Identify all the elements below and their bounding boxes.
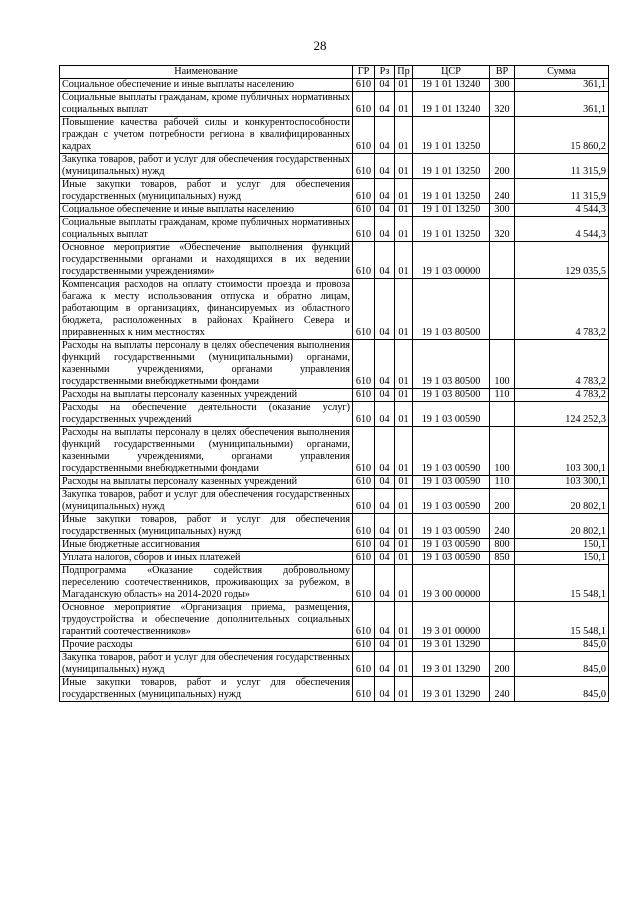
cell-sum: 103 300,1 [515, 476, 609, 489]
cell-vr [490, 242, 515, 279]
cell-pr: 01 [395, 639, 413, 652]
cell-name: Иные бюджетные ассигнования [60, 539, 353, 552]
cell-name: Закупка товаров, работ и услуг для обеспечения государственных (муниципальных) нужд [60, 489, 353, 514]
cell-rz: 04 [375, 514, 395, 539]
cell-sum: 124 252,3 [515, 402, 609, 427]
cell-rz: 04 [375, 552, 395, 565]
table-row [60, 565, 609, 602]
cell-csr: 19 3 01 13290 [413, 677, 490, 702]
cell-rz: 04 [375, 179, 395, 204]
cell-csr: 19 1 03 00590 [413, 489, 490, 514]
cell-vr: 240 [490, 179, 515, 204]
cell-pr: 01 [395, 539, 413, 552]
cell-name: Основное мероприятие «Организация приема, размещения, трудоустройства и обеспечение дополнительных социальных гарантий соотечественников» [60, 602, 353, 639]
cell-csr: 19 1 01 13250 [413, 179, 490, 204]
cell-pr: 01 [395, 427, 413, 476]
table-row [60, 514, 609, 539]
cell-pr: 01 [395, 92, 413, 117]
cell-pr: 01 [395, 154, 413, 179]
cell-pr: 01 [395, 402, 413, 427]
cell-pr: 01 [395, 677, 413, 702]
table-row [60, 154, 609, 179]
cell-rz: 04 [375, 427, 395, 476]
table-row [60, 204, 609, 217]
cell-name: Закупка товаров, работ и услуг для обеспечения государственных (муниципальных) нужд [60, 154, 353, 179]
cell-vr: 110 [490, 389, 515, 402]
cell-pr: 01 [395, 117, 413, 154]
cell-name: Социальные выплаты гражданам, кроме публичных нормативных социальных выплат [60, 92, 353, 117]
cell-gr: 610 [353, 217, 375, 242]
cell-vr: 200 [490, 154, 515, 179]
cell-csr: 19 3 01 00000 [413, 602, 490, 639]
cell-gr: 610 [353, 340, 375, 389]
cell-csr: 19 1 03 00590 [413, 539, 490, 552]
cell-rz: 04 [375, 154, 395, 179]
table-row [60, 639, 609, 652]
cell-vr [490, 279, 515, 340]
cell-pr: 01 [395, 602, 413, 639]
cell-sum: 103 300,1 [515, 427, 609, 476]
cell-vr [490, 117, 515, 154]
table-header-row [60, 66, 609, 79]
cell-gr: 610 [353, 514, 375, 539]
cell-gr: 610 [353, 204, 375, 217]
cell-sum: 129 035,5 [515, 242, 609, 279]
table-row [60, 242, 609, 279]
cell-sum: 15 860,2 [515, 117, 609, 154]
cell-name: Расходы на выплаты персоналу казенных учреждений [60, 389, 353, 402]
cell-vr [490, 402, 515, 427]
cell-vr: 300 [490, 79, 515, 92]
cell-rz: 04 [375, 639, 395, 652]
table-row [60, 340, 609, 389]
cell-pr: 01 [395, 217, 413, 242]
cell-csr: 19 1 01 13250 [413, 204, 490, 217]
cell-gr: 610 [353, 489, 375, 514]
cell-vr: 850 [490, 552, 515, 565]
cell-rz: 04 [375, 389, 395, 402]
table-row [60, 179, 609, 204]
cell-pr: 01 [395, 204, 413, 217]
cell-rz: 04 [375, 476, 395, 489]
cell-gr: 610 [353, 242, 375, 279]
cell-vr: 320 [490, 92, 515, 117]
cell-sum: 4 783,2 [515, 340, 609, 389]
cell-gr: 610 [353, 179, 375, 204]
table-row [60, 602, 609, 639]
header-sum: Сумма [515, 66, 609, 79]
budget-table [59, 65, 609, 702]
cell-gr: 610 [353, 476, 375, 489]
cell-sum: 361,1 [515, 92, 609, 117]
cell-vr: 100 [490, 340, 515, 389]
header-name: Наименование [60, 66, 353, 79]
cell-rz: 04 [375, 117, 395, 154]
cell-csr: 19 1 03 00590 [413, 552, 490, 565]
cell-csr: 19 1 03 80500 [413, 340, 490, 389]
cell-rz: 04 [375, 204, 395, 217]
cell-gr: 610 [353, 602, 375, 639]
cell-name: Социальное обеспечение и иные выплаты населению [60, 204, 353, 217]
table-row [60, 552, 609, 565]
cell-name: Расходы на выплаты персоналу в целях обеспечения выполнения функций государственными (муниципальными) органами, казенными учреждениями, органами управления государственными внебюджетными фондами [60, 340, 353, 389]
table-row [60, 217, 609, 242]
cell-gr: 610 [353, 92, 375, 117]
cell-name: Компенсация расходов на оплату стоимости проезда и провоза багажа к месту использования отпуска и обратно лицам, работающим в организациях, финансируемых из областного бюджета, расположенных в районах Крайнего Севера и приравненных к ним местностях [60, 279, 353, 340]
cell-rz: 04 [375, 565, 395, 602]
cell-pr: 01 [395, 279, 413, 340]
cell-gr: 610 [353, 117, 375, 154]
cell-name: Закупка товаров, работ и услуг для обеспечения государственных (муниципальных) нужд [60, 652, 353, 677]
cell-sum: 150,1 [515, 552, 609, 565]
cell-pr: 01 [395, 179, 413, 204]
cell-csr: 19 1 01 13240 [413, 79, 490, 92]
cell-csr: 19 1 03 80500 [413, 279, 490, 340]
cell-rz: 04 [375, 539, 395, 552]
cell-vr: 110 [490, 476, 515, 489]
table-row [60, 677, 609, 702]
cell-pr: 01 [395, 476, 413, 489]
cell-sum: 4 544,3 [515, 217, 609, 242]
table-row [60, 427, 609, 476]
cell-vr: 300 [490, 204, 515, 217]
cell-sum: 4 544,3 [515, 204, 609, 217]
cell-csr: 19 1 03 80500 [413, 389, 490, 402]
table-row [60, 117, 609, 154]
cell-csr: 19 1 03 00590 [413, 514, 490, 539]
header-rz: Рз [375, 66, 395, 79]
cell-pr: 01 [395, 389, 413, 402]
cell-name: Подпрограмма «Оказание содействия добровольному переселению соотечественников, проживающих за рубежом, в Магаданскую область» на 2014-2020 годы» [60, 565, 353, 602]
cell-name: Расходы на обеспечение деятельности (оказание услуг) государственных учреждений [60, 402, 353, 427]
cell-sum: 11 315,9 [515, 179, 609, 204]
cell-name: Иные закупки товаров, работ и услуг для обеспечения государственных (муниципальных) нужд [60, 179, 353, 204]
cell-gr: 610 [353, 402, 375, 427]
cell-gr: 610 [353, 389, 375, 402]
cell-pr: 01 [395, 242, 413, 279]
table-row [60, 389, 609, 402]
cell-name: Уплата налогов, сборов и иных платежей [60, 552, 353, 565]
table-row [60, 652, 609, 677]
header-pr: Пр [395, 66, 413, 79]
cell-csr: 19 3 01 13290 [413, 652, 490, 677]
cell-rz: 04 [375, 217, 395, 242]
table-row [60, 279, 609, 340]
cell-pr: 01 [395, 79, 413, 92]
cell-rz: 04 [375, 279, 395, 340]
cell-sum: 150,1 [515, 539, 609, 552]
cell-csr: 19 1 01 13250 [413, 217, 490, 242]
cell-sum: 4 783,2 [515, 389, 609, 402]
table-row [60, 92, 609, 117]
cell-vr [490, 602, 515, 639]
cell-pr: 01 [395, 514, 413, 539]
table-row [60, 489, 609, 514]
cell-rz: 04 [375, 340, 395, 389]
cell-gr: 610 [353, 154, 375, 179]
page-number: 28 [313, 38, 327, 53]
cell-vr: 200 [490, 489, 515, 514]
cell-gr: 610 [353, 79, 375, 92]
header-gr: ГР [353, 66, 375, 79]
cell-name: Прочие расходы [60, 639, 353, 652]
cell-vr: 200 [490, 652, 515, 677]
cell-vr: 800 [490, 539, 515, 552]
header-vr: ВР [490, 66, 515, 79]
cell-rz: 04 [375, 652, 395, 677]
cell-sum: 20 802,1 [515, 514, 609, 539]
cell-gr: 610 [353, 427, 375, 476]
cell-vr: 240 [490, 514, 515, 539]
cell-sum: 845,0 [515, 639, 609, 652]
cell-gr: 610 [353, 652, 375, 677]
cell-vr: 100 [490, 427, 515, 476]
cell-vr: 320 [490, 217, 515, 242]
cell-csr: 19 3 00 00000 [413, 565, 490, 602]
cell-name: Расходы на выплаты персоналу в целях обеспечения выполнения функций государственными (муниципальными) органами, казенными учреждениями, органами управления государственными внебюджетными фондами [60, 427, 353, 476]
cell-pr: 01 [395, 565, 413, 602]
cell-rz: 04 [375, 677, 395, 702]
cell-rz: 04 [375, 402, 395, 427]
cell-csr: 19 1 03 00590 [413, 402, 490, 427]
cell-vr [490, 639, 515, 652]
cell-gr: 610 [353, 639, 375, 652]
cell-name: Социальное обеспечение и иные выплаты населению [60, 79, 353, 92]
cell-vr [490, 565, 515, 602]
cell-csr: 19 3 01 13290 [413, 639, 490, 652]
cell-csr: 19 1 03 00590 [413, 427, 490, 476]
cell-gr: 610 [353, 677, 375, 702]
table-row [60, 539, 609, 552]
cell-rz: 04 [375, 242, 395, 279]
cell-csr: 19 1 01 13240 [413, 92, 490, 117]
cell-vr: 240 [490, 677, 515, 702]
cell-sum: 15 548,1 [515, 602, 609, 639]
cell-sum: 11 315,9 [515, 154, 609, 179]
cell-sum: 845,0 [515, 677, 609, 702]
cell-rz: 04 [375, 79, 395, 92]
cell-rz: 04 [375, 489, 395, 514]
cell-name: Повышение качества рабочей силы и конкурентоспособности граждан с учетом потребности региона в квалифицированных кадрах [60, 117, 353, 154]
cell-sum: 15 548,1 [515, 565, 609, 602]
header-csr: ЦСР [413, 66, 490, 79]
cell-gr: 610 [353, 539, 375, 552]
table-row [60, 476, 609, 489]
cell-csr: 19 1 03 00590 [413, 476, 490, 489]
cell-csr: 19 1 01 13250 [413, 154, 490, 179]
cell-csr: 19 1 01 13250 [413, 117, 490, 154]
cell-sum: 4 783,2 [515, 279, 609, 340]
cell-pr: 01 [395, 340, 413, 389]
cell-name: Социальные выплаты гражданам, кроме публичных нормативных социальных выплат [60, 217, 353, 242]
cell-sum: 361,1 [515, 79, 609, 92]
cell-sum: 20 802,1 [515, 489, 609, 514]
cell-name: Иные закупки товаров, работ и услуг для обеспечения государственных (муниципальных) нужд [60, 677, 353, 702]
cell-pr: 01 [395, 489, 413, 514]
cell-gr: 610 [353, 279, 375, 340]
cell-rz: 04 [375, 92, 395, 117]
cell-name: Иные закупки товаров, работ и услуг для обеспечения государственных (муниципальных) нужд [60, 514, 353, 539]
cell-sum: 845,0 [515, 652, 609, 677]
cell-name: Основное мероприятие «Обеспечение выполнения функций государственными органами и находящихся в их ведении государственными учреждениями» [60, 242, 353, 279]
cell-gr: 610 [353, 565, 375, 602]
cell-gr: 610 [353, 552, 375, 565]
cell-pr: 01 [395, 652, 413, 677]
cell-name: Расходы на выплаты персоналу казенных учреждений [60, 476, 353, 489]
table-row [60, 402, 609, 427]
table-body [60, 79, 609, 702]
table-row [60, 79, 609, 92]
cell-rz: 04 [375, 602, 395, 639]
cell-csr: 19 1 03 00000 [413, 242, 490, 279]
cell-pr: 01 [395, 552, 413, 565]
